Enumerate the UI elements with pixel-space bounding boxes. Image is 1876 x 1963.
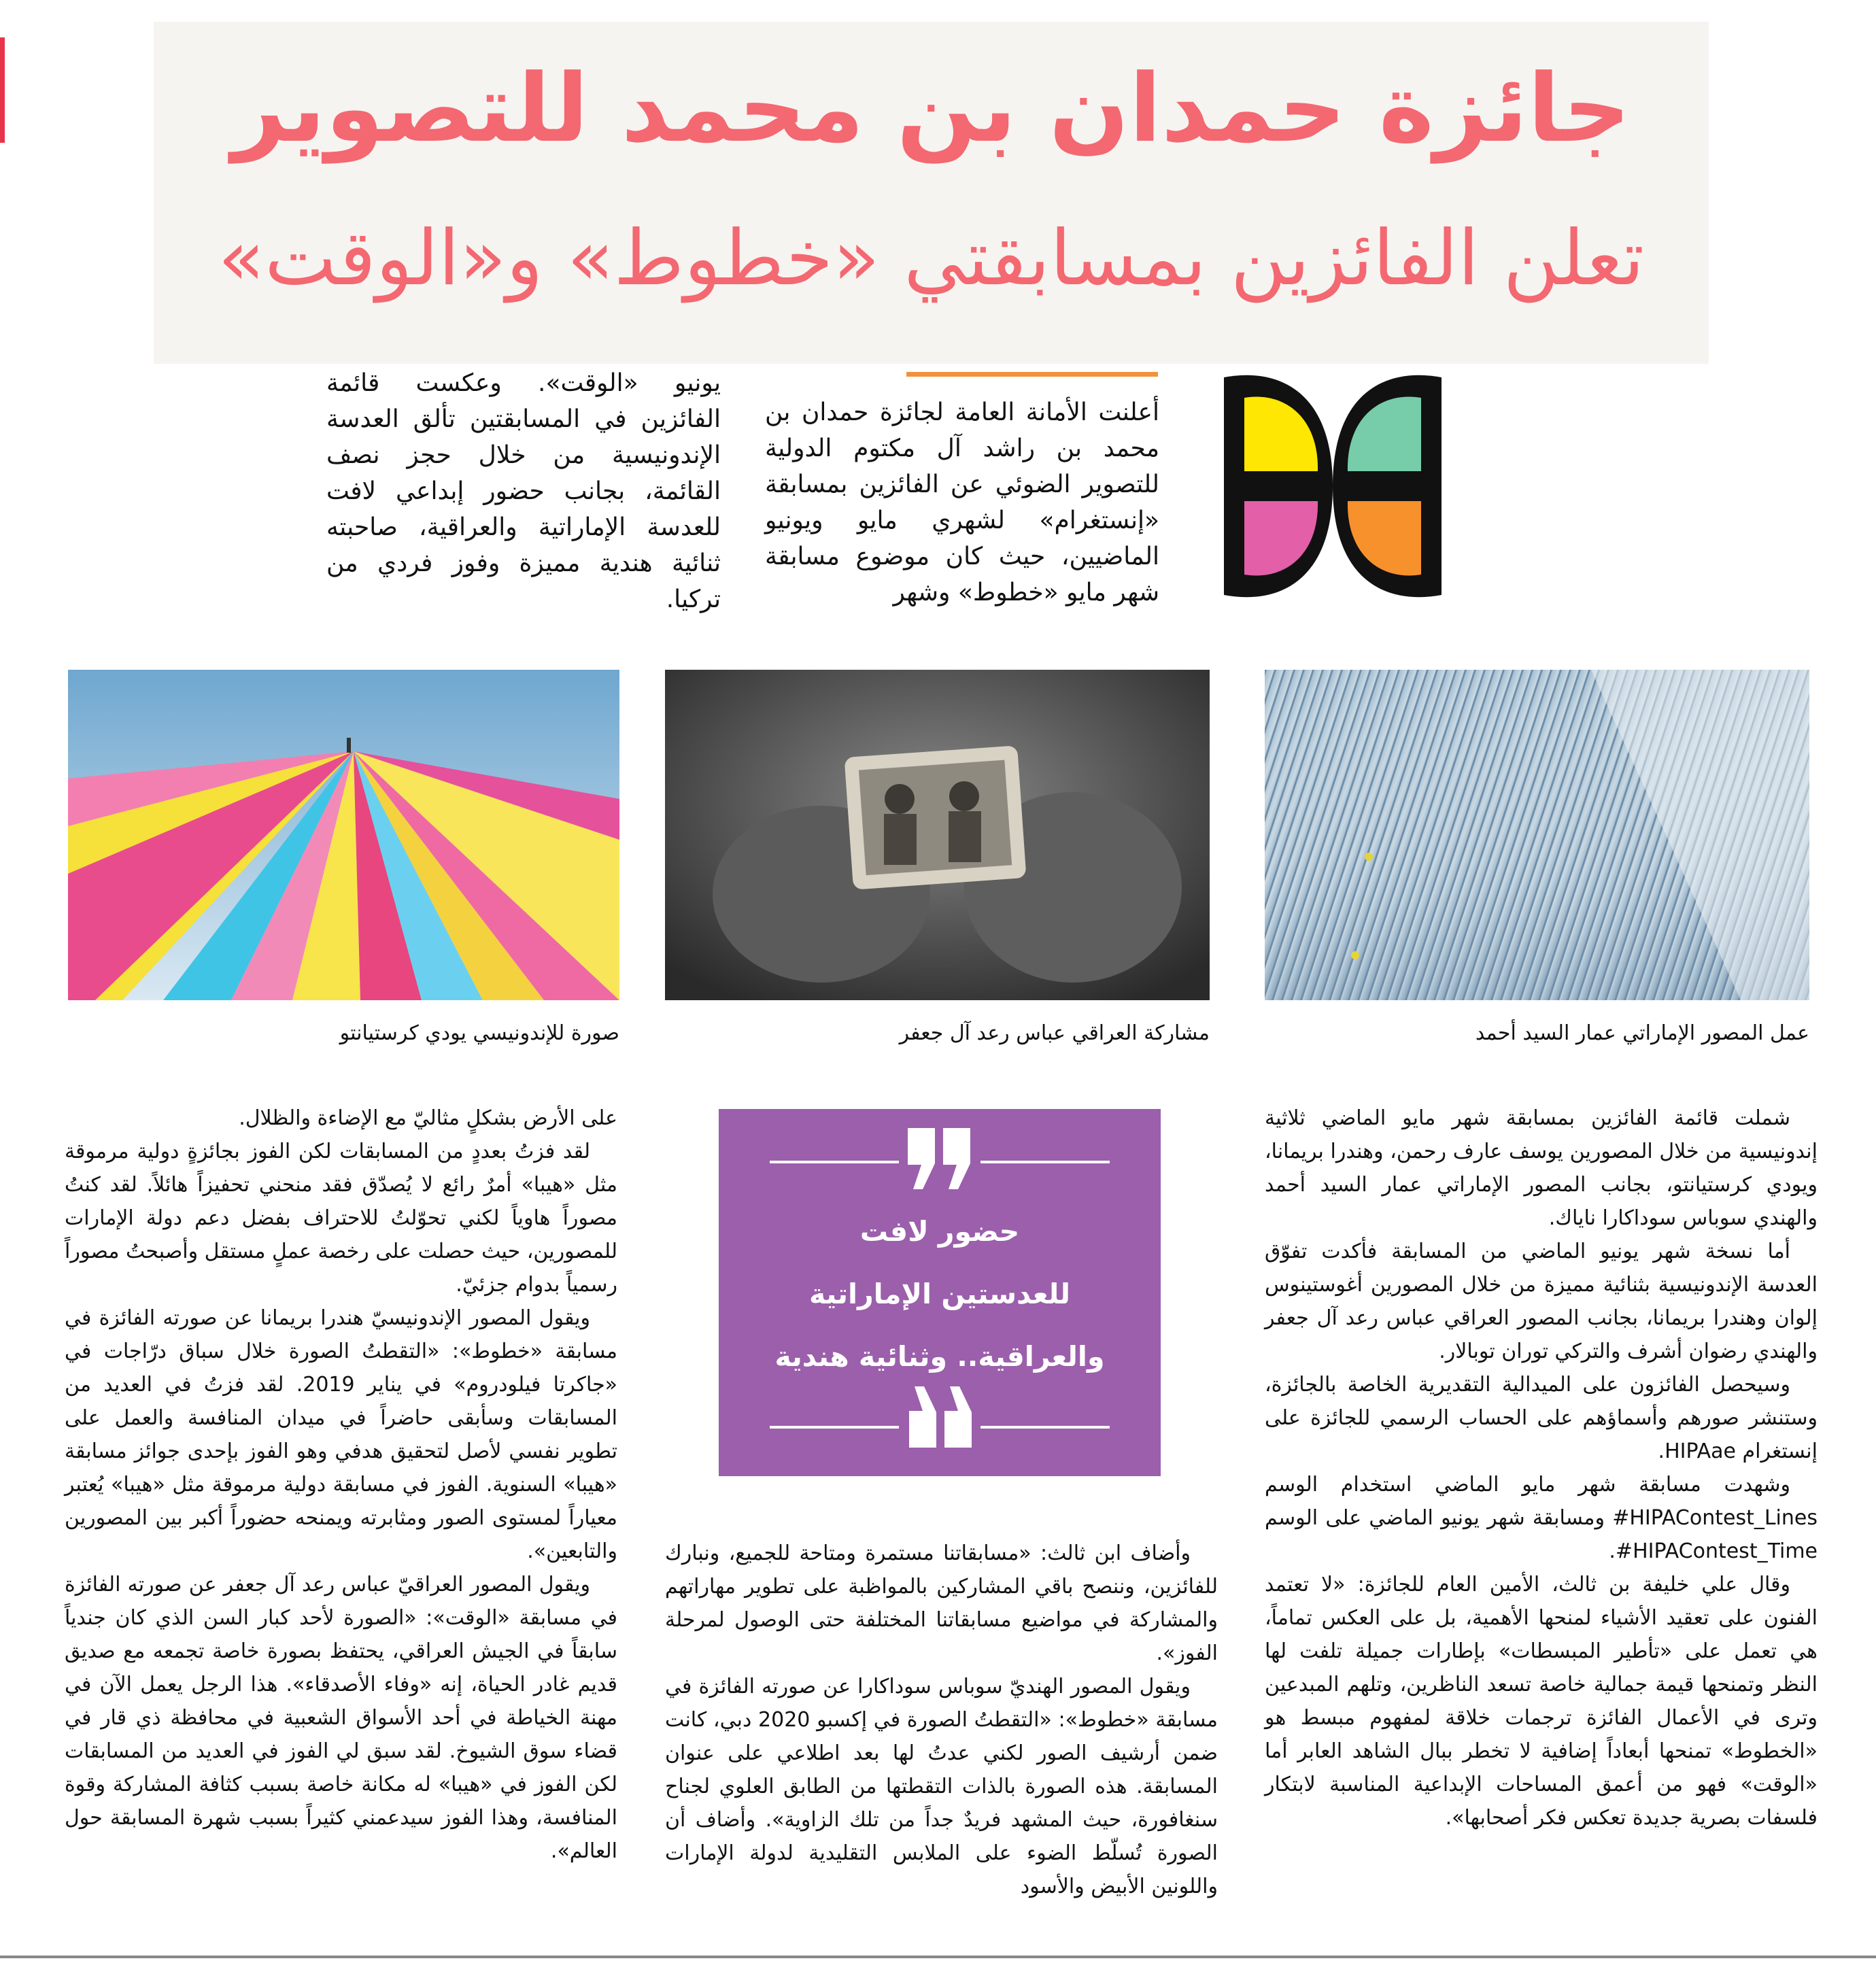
- pull-quote-line: حضور لافت: [859, 1215, 1020, 1248]
- article-column-3: [65, 1102, 617, 1868]
- page-bottom-rule: [0, 1956, 1876, 1958]
- accent-rule: [906, 372, 1158, 377]
- article-column-2: [665, 1537, 1218, 1903]
- photo-caption: صورة للإندونيسي يودي كرستيانتو: [339, 1021, 619, 1045]
- article-paragraph: ويقول المصور العراقيّ عباس رعد آل جعفر عن صورته الفائزة في مسابقة «الوقت»: «الصورة لأحد كبار السن الذي كان جندياً سابقاً في الجيش العراقي، يحتفظ بصورة خاصة تجمعه مع صديق قديم غادر الحياة، إنه «وفاء الأصدقاء». هذا الرجل يعمل الآن في مهنة الخياطة في أحد الأسواق الشعبية في محافظة ذي قار في قضاء سوق الشيوخ. لقد سبق لي الفوز في العديد من المسابقات لكن الفوز في «هيبا» له مكانة خاصة بسبب كثافة المشاركة وقوة المنافسة، وهذا الفوز سيدعمني كثيراً بسبب شهرة المسابقة حول العالم».: [65, 1573, 617, 1863]
- article-paragraph: ويقول المصور الإندونيسيّ هندرا بريمانا عن صورته الفائزة في مسابقة «خطوط»: «التقطتُ الصورة خلال سباق درّاجات في «جاكرتا فيلودروم» في يناير 2019. لقد فزتُ في العديد من المسابقات وسأبقى حاضراً في ميدان المنافسة والعمل على تطوير نفسي لأصل لتحقيق هدفي وهو الفوز بإحدى جوائز مسابقة «هيبا» السنوية. الفوز في مسابقة دولية مرموقة مثل «هيبا» يُعتبر معياراً لمستوى الصور ومثابرته ويمنحه حضوراً أكبر بين المصورين والتابعين».: [65, 1306, 617, 1563]
- colorful-fabric-stripes-photo: [68, 670, 619, 1000]
- headline: جائزة حمدان بن محمد للتصوير: [231, 54, 1631, 163]
- red-edge-marker: [0, 37, 5, 143]
- article-paragraph: وسيحصل الفائزون على الميدالية التقديرية الخاصة بالجائزة، وستنشر صورهم وأسماؤهم على الحساب الرسمي للجائزة على إنستغرام HIPAae.: [1265, 1373, 1818, 1463]
- pull-quote-text: [719, 1200, 1161, 1388]
- photo-caption: عمل المصور الإماراتي عمار السيد أحمد: [1475, 1021, 1809, 1045]
- article-paragraph: ويقول المصور الهنديّ سوباس سوداكارا عن صورته الفائزة في مسابقة «خطوط»: «التقطتُ الصورة في إكسبو 2020 دبي، كانت ضمن أرشيف الصور لكني عدتُ لها بعد اطلاعي على عنوان المسابقة. هذه الصورة بالذات التقطتها من الطابق العلوي لجناح سنغافورة، حيث المشهد فريدٌ جداً من تلك الزاوية». وأضاف أن الصورة تُسلّط الضوء على الملابس التقليدية لدولة الإمارات واللونين الأبيض والأسود: [665, 1675, 1218, 1898]
- article-paragraph: وقال علي خليفة بن ثالث، الأمين العام للجائزة: «لا تعتمد الفنون على تعقيد الأشياء لمنحها الأهمية، بل على العكس تماماً، هي تعمل على «تأطير المبسطات» بإطارات جميلة تلفت لها النظر وتمنحها قيمة جمالية خاصة تسعد الناظرين، وتلهم المبدعين وترى في الأعمال الفائزة ترجمات خلاقة لمفهوم مبسط هو «الخطوط» تمنحها أبعاداً إضافية لا تخطر ببال الشاهد العابر أما «الوقت» فهو من أعمق المساحات الإبداعية المناسبة لابتكار فلسفات بصرية جديدة تعكس فكر أصحابها».: [1265, 1573, 1818, 1830]
- article-paragraph: وأضاف ابن ثالث: «مسابقاتنا مستمرة ومتاحة للجميع، ونبارك للفائزين، وننصح باقي المشاركين بالمواظبة على تطوير مهاراتهم والمشاركة في مواضيع مسابقاتنا المختلفة حتى الوصول لمرحلة الفوز».: [665, 1541, 1218, 1665]
- four-petal-logo-icon: [1217, 371, 1448, 602]
- subheadline: تعلن الفائزين بمسابقتي «خطوط» و«الوقت»: [218, 214, 1645, 303]
- intro-paragraph-1: أعلنت الأمانة العامة لجائزة حمدان بن محمد بن راشد آل مكتوم الدولية للتصوير الضوئي عن الفائزين بمسابقة «إنستغرام» لشهري مايو ويونيو الماضيين، حيث كان موضوع مسابقة شهر مايو «خطوط» وشهر: [765, 398, 1159, 607]
- intro-paragraph-2: يونيو «الوقت». وعكست قائمة الفائزين في المسابقتين تألق العدسة الإندونيسية من خلال حجز نصف القائمة، بجانب حضور إبداعي لافت للعدسة الإماراتية والعراقية، صاحبته ثنائية هندية مميزة وفوز فردي من تركيا.: [326, 369, 721, 613]
- article-paragraph: وشهدت مسابقة شهر مايو الماضي استخدام الوسم HIPAContest_Lines# ومسابقة شهر يونيو الماضي على الوسم HIPAContest_Time#.: [1265, 1473, 1818, 1563]
- building-facade-photo: [1265, 670, 1809, 1000]
- article-paragraph: لقد فزتُ بعددٍ من المسابقات لكن الفوز بجائزةٍ دولية مرموقة مثل «هيبا» أمرٌ رائع لا يُصدّق فقد منحني تحفيزاً هائلاً. لقد كنتُ مصوراً هاوياً لكني تحوّلتُ للاحتراف بفضل دعم دولة الإمارات للمصورين، حيث حصلت على رخصة عملٍ مستقل وأصبحتُ مصوراً رسمياً بدوام جزئيّ.: [65, 1140, 617, 1297]
- pull-quote-line: للعدستين الإماراتية: [809, 1278, 1070, 1310]
- article-paragraph: على الأرض بشكلٍ مثاليّ مع الإضاءة والظلال.: [239, 1106, 617, 1130]
- photo-caption: مشاركة العراقي عباس رعد آل جعفر: [899, 1021, 1210, 1045]
- article-paragraph: شملت قائمة الفائزين بمسابقة شهر مايو الماضي ثلاثية إندونيسية من خلال المصورين يوسف عارف رحمن، وهندرا بريمانا، ويودي كرستيانتو، بجانب المصور الإماراتي عمار السيد أحمد والهندي سوباس سوداكارا ناياك.: [1265, 1106, 1818, 1230]
- old-photograph-in-hands-photo: [665, 670, 1210, 1000]
- pull-quote-line: والعراقية.. وثنائية هندية: [774, 1340, 1105, 1373]
- article-paragraph: أما نسخة شهر يونيو الماضي من المسابقة فأكدت تفوّق العدسة الإندونيسية بثنائية مميزة من خلال المصورين أغوستينوس إلوان وهندرا بريمانا، بجانب المصور العراقي عباس رعد آل جعفر والهندي رضوان أشرف والتركي توران توبالار.: [1265, 1240, 1818, 1363]
- article-column-1: [1265, 1102, 1818, 1834]
